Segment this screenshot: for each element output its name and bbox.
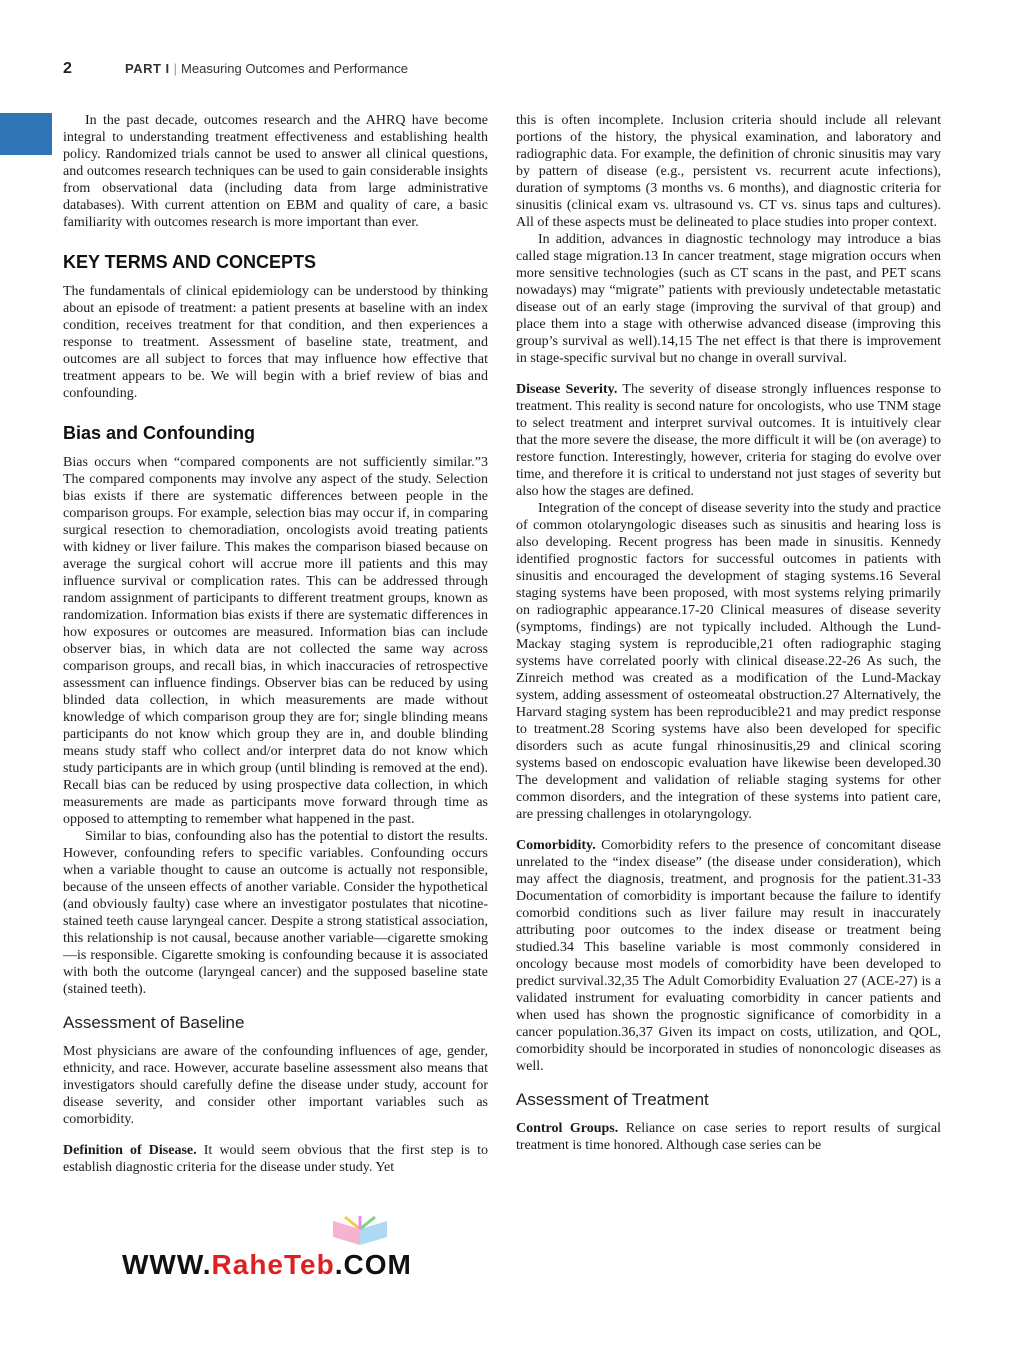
- paragraph-intro: In the past decade, outcomes research and the AHRQ have become integral to understanding treatment effectiveness and establishing health policy. Randomized trials cannot be used to answer all clinical questions, and outcomes research techniques can be used to gain considerable insights from observational data (including data from large administrative databases). With current attention on EBM and quality of care, a basic familiarity with outcomes research is more important than ever.: [63, 113, 488, 230]
- spacer: [516, 823, 941, 837]
- paragraph-key-terms: The fundamentals of clinical epidemiology can be understood by thinking about an episode of treatment: a patient presents at baseline with an index condition, receives treatment for that condition, and then experiences a response to treatment. Assessment of baseline state, treatment, and outcomes are all subject to forces that may influence how effective that treatment appears to be. We will begin with a brief review of bias and confounding.: [63, 284, 488, 401]
- spacer: [63, 1128, 488, 1142]
- spacer: [516, 367, 941, 381]
- paragraph-bias: Bias occurs when “compared components are not sufficiently similar.”3 The compared components may involve any aspect of the study. Selection bias exists if there are systematic differences between people in the comparison groups. For example, selection bias may occur if, in comparing surgical resection to chemoradiation, oncologists avoid treating patients with kidney or liver failure. This makes the comparison biased because on average the surgical cohort will accrue more ill patients and this may influence survival or complication rates. This can be addressed through random assignment of participants to different treatment groups, known as randomization. Information bias exists if there are systematic differences in how exposures or outcomes are measured. Information bias can include observer bias, in which data are not collected the same way across comparison groups, and recall bias, in which inaccuracies of retrospective assessment can influence findings. Observer bias can be reduced by using blinded data collection, in which measurements are made without knowledge of which comparison group they are for; single blinding means participants do not know which group they are in, and double blinding means study staff who collect and/or interpret data do not know which study participants are in which group (until blinding is removed at the end). Recall bias can be reduced by using prospective data collection, in which measurements are made as participants move forward through time as opposed to attempting to remember what happened in the past.: [63, 455, 488, 827]
- paragraph-confounding: Similar to bias, confounding also has the potential to distort the results. However, confounding refers to specific variables. Confounding occurs when a variable thought to cause an outcome is actually not responsible, because of the unseen effects of another variable. Consider the hypothetical (and obviously faulty) case where an investigator postulates that nicotine-stained teeth cause laryngeal cancer. Despite a strong statistical association, this relationship is not causal, because another variable—cigarette smoking—is responsible. Cigarette smoking is confounding because it is associated with both the outcome (laryngeal cancer) and the supposed baseline state (stained teeth).: [63, 829, 488, 997]
- watermark-url-prefix: WWW.: [122, 1249, 212, 1280]
- chapter-color-tab: [0, 113, 52, 155]
- paragraph-comorbidity: [516, 837, 941, 1075]
- runin-disease-severity: Disease Severity.: [516, 382, 618, 397]
- paragraph-definition-of-disease: [63, 1142, 488, 1176]
- paragraph-disease-severity: [516, 381, 941, 500]
- part-label: PART I: [125, 61, 170, 76]
- paragraph-continued: this is often incomplete. Inclusion criteria should include all relevant portions of the history, the physical examination, and laboratory and radiographic data. For example, the definition of chronic sinusitis may vary by pattern of disease (e.g., persistent vs. recurrent acute infections), duration of symptoms (3 months vs. 6 months), and diagnostic criteria for sinusitis (clinical exam vs. ultrasound vs. CT vs. sinus taps and cultures). All of these aspects must be delineated to place studies into proper context.: [516, 113, 941, 230]
- open-book-logo-icon: [325, 1215, 395, 1249]
- part-title: Measuring Outcomes and Performance: [181, 61, 408, 76]
- paragraph-integration: Integration of the concept of disease severity into the study and practice of common otolaryngologic diseases such as sinusitis and hearing loss is also developing. Recent progress has been made in sinusitis. Kennedy identified prognostic factors for successful outcomes in patients with sinusitis and encouraged the development of staging systems.16 Several staging systems have been proposed, with most systems relying primarily on radiographic appearance.17-20 Clinical measures of disease severity (symptoms, findings) are not typically included. Although the Lund-Mackay staging system is reproducible,21 often radiographic staging systems have correlated poorly with clinical disease.22-26 As such, the Zinreich method was created as a modification of the Lund-Mackay system, adding assessment of osteomeatal obstruction.27 Alternatively, the Harvard staging system has been reproducible21 and may predict response to treatment.28 Scoring systems have also been developed for specific disorders such as acute fungal rhinosinusitis,29 and clinical scoring systems based on endoscopic evaluation have likewise been developed.30 The development and validation of reliable staging systems for other common disorders, and the integration of these systems into patient care, are pressing challenges in otolaryngology.: [516, 501, 941, 822]
- text-definition-of-disease: It would seem obvious that the first step is to establish diagnostic criteria for the disease under study. Yet: [63, 1143, 488, 1175]
- text-control-groups: Reliance on case series to report results of surgical treatment is time honored. Although case series can be: [516, 1121, 941, 1153]
- paragraph-baseline: Most physicians are aware of the confounding influences of age, gender, ethnicity, and race. However, accurate baseline assessment also means that investigators should carefully define the disease under study, account for disease severity, and consider other important variables such as comorbidity.: [63, 1044, 488, 1127]
- running-head: [63, 60, 943, 82]
- left-column: [63, 112, 488, 1176]
- paragraph-control-groups: [516, 1120, 941, 1154]
- text-disease-severity: The severity of disease strongly influences response to treatment. This reality is second nature for oncologists, who use TNM stage to select treatment and interpret survival outcomes. It is intuitively clear that the more severe the disease, the more difficult it will be (on average) to restore function. Interestingly, however, criteria for staging do evolve over time, and therefore it is critical to understand not just stages of severity but also how the stages are defined.: [516, 382, 942, 499]
- runin-definition-of-disease: Definition of Disease.: [63, 1143, 197, 1158]
- heading-key-terms: KEY TERMS AND CONCEPTS: [63, 252, 317, 272]
- runin-control-groups: Control Groups.: [516, 1121, 619, 1136]
- heading-assessment-treatment: Assessment of Treatment: [516, 1090, 709, 1109]
- heading-assessment-baseline: Assessment of Baseline: [63, 1013, 245, 1032]
- watermark-url: [122, 1249, 412, 1281]
- watermark-url-brand: RaheTeb: [211, 1249, 335, 1280]
- heading-bias-confounding: Bias and Confounding: [63, 423, 255, 443]
- runin-comorbidity: Comorbidity.: [516, 838, 596, 853]
- watermark-url-suffix: .COM: [334, 1249, 412, 1280]
- text-comorbidity: Comorbidity refers to the presence of concomitant disease unrelated to the “index disease” (the disease under consideration), which may affect the diagnosis, treatment, and prognosis for the patient.31-33 Documentation of comorbidity is important because the failure to identify comorbid conditions such as liver failure may result in inaccurately attributing poor outcomes to the index disease or treatment being studied.34 This baseline variable is most commonly considered in oncology because most models of comorbidity have been developed to predict survival.32,35 The Adult Comorbidity Evaluation 27 (ACE-27) is a validated instrument for evaluating comorbidity in cancer patients and when used has shown the prognostic significance of comorbidity in a cancer population.36,37 Given its impact on costs, utilization, and QOL, comorbidity should be incorporated in studies of nononcologic diseases as well.: [516, 838, 941, 1074]
- site-watermark: [120, 1215, 460, 1290]
- page-number: 2: [63, 60, 72, 77]
- right-column: [516, 112, 941, 1154]
- header-separator: |: [173, 61, 178, 76]
- paragraph-stage-migration: In addition, advances in diagnostic technology may introduce a bias called stage migration.13 In cancer treatment, stage migration occurs when more sensitive technologies (such as CT scans in the past, and PET scans nowadays) may “migrate” patients with previously undetectable metastatic disease out of an early stage (improving the survival of that group) and place them into a stage with otherwise advanced disease (improving this group’s survival as well).14,15 The net effect is that there is improvement in stage-specific survival but no change in overall survival.: [516, 232, 941, 366]
